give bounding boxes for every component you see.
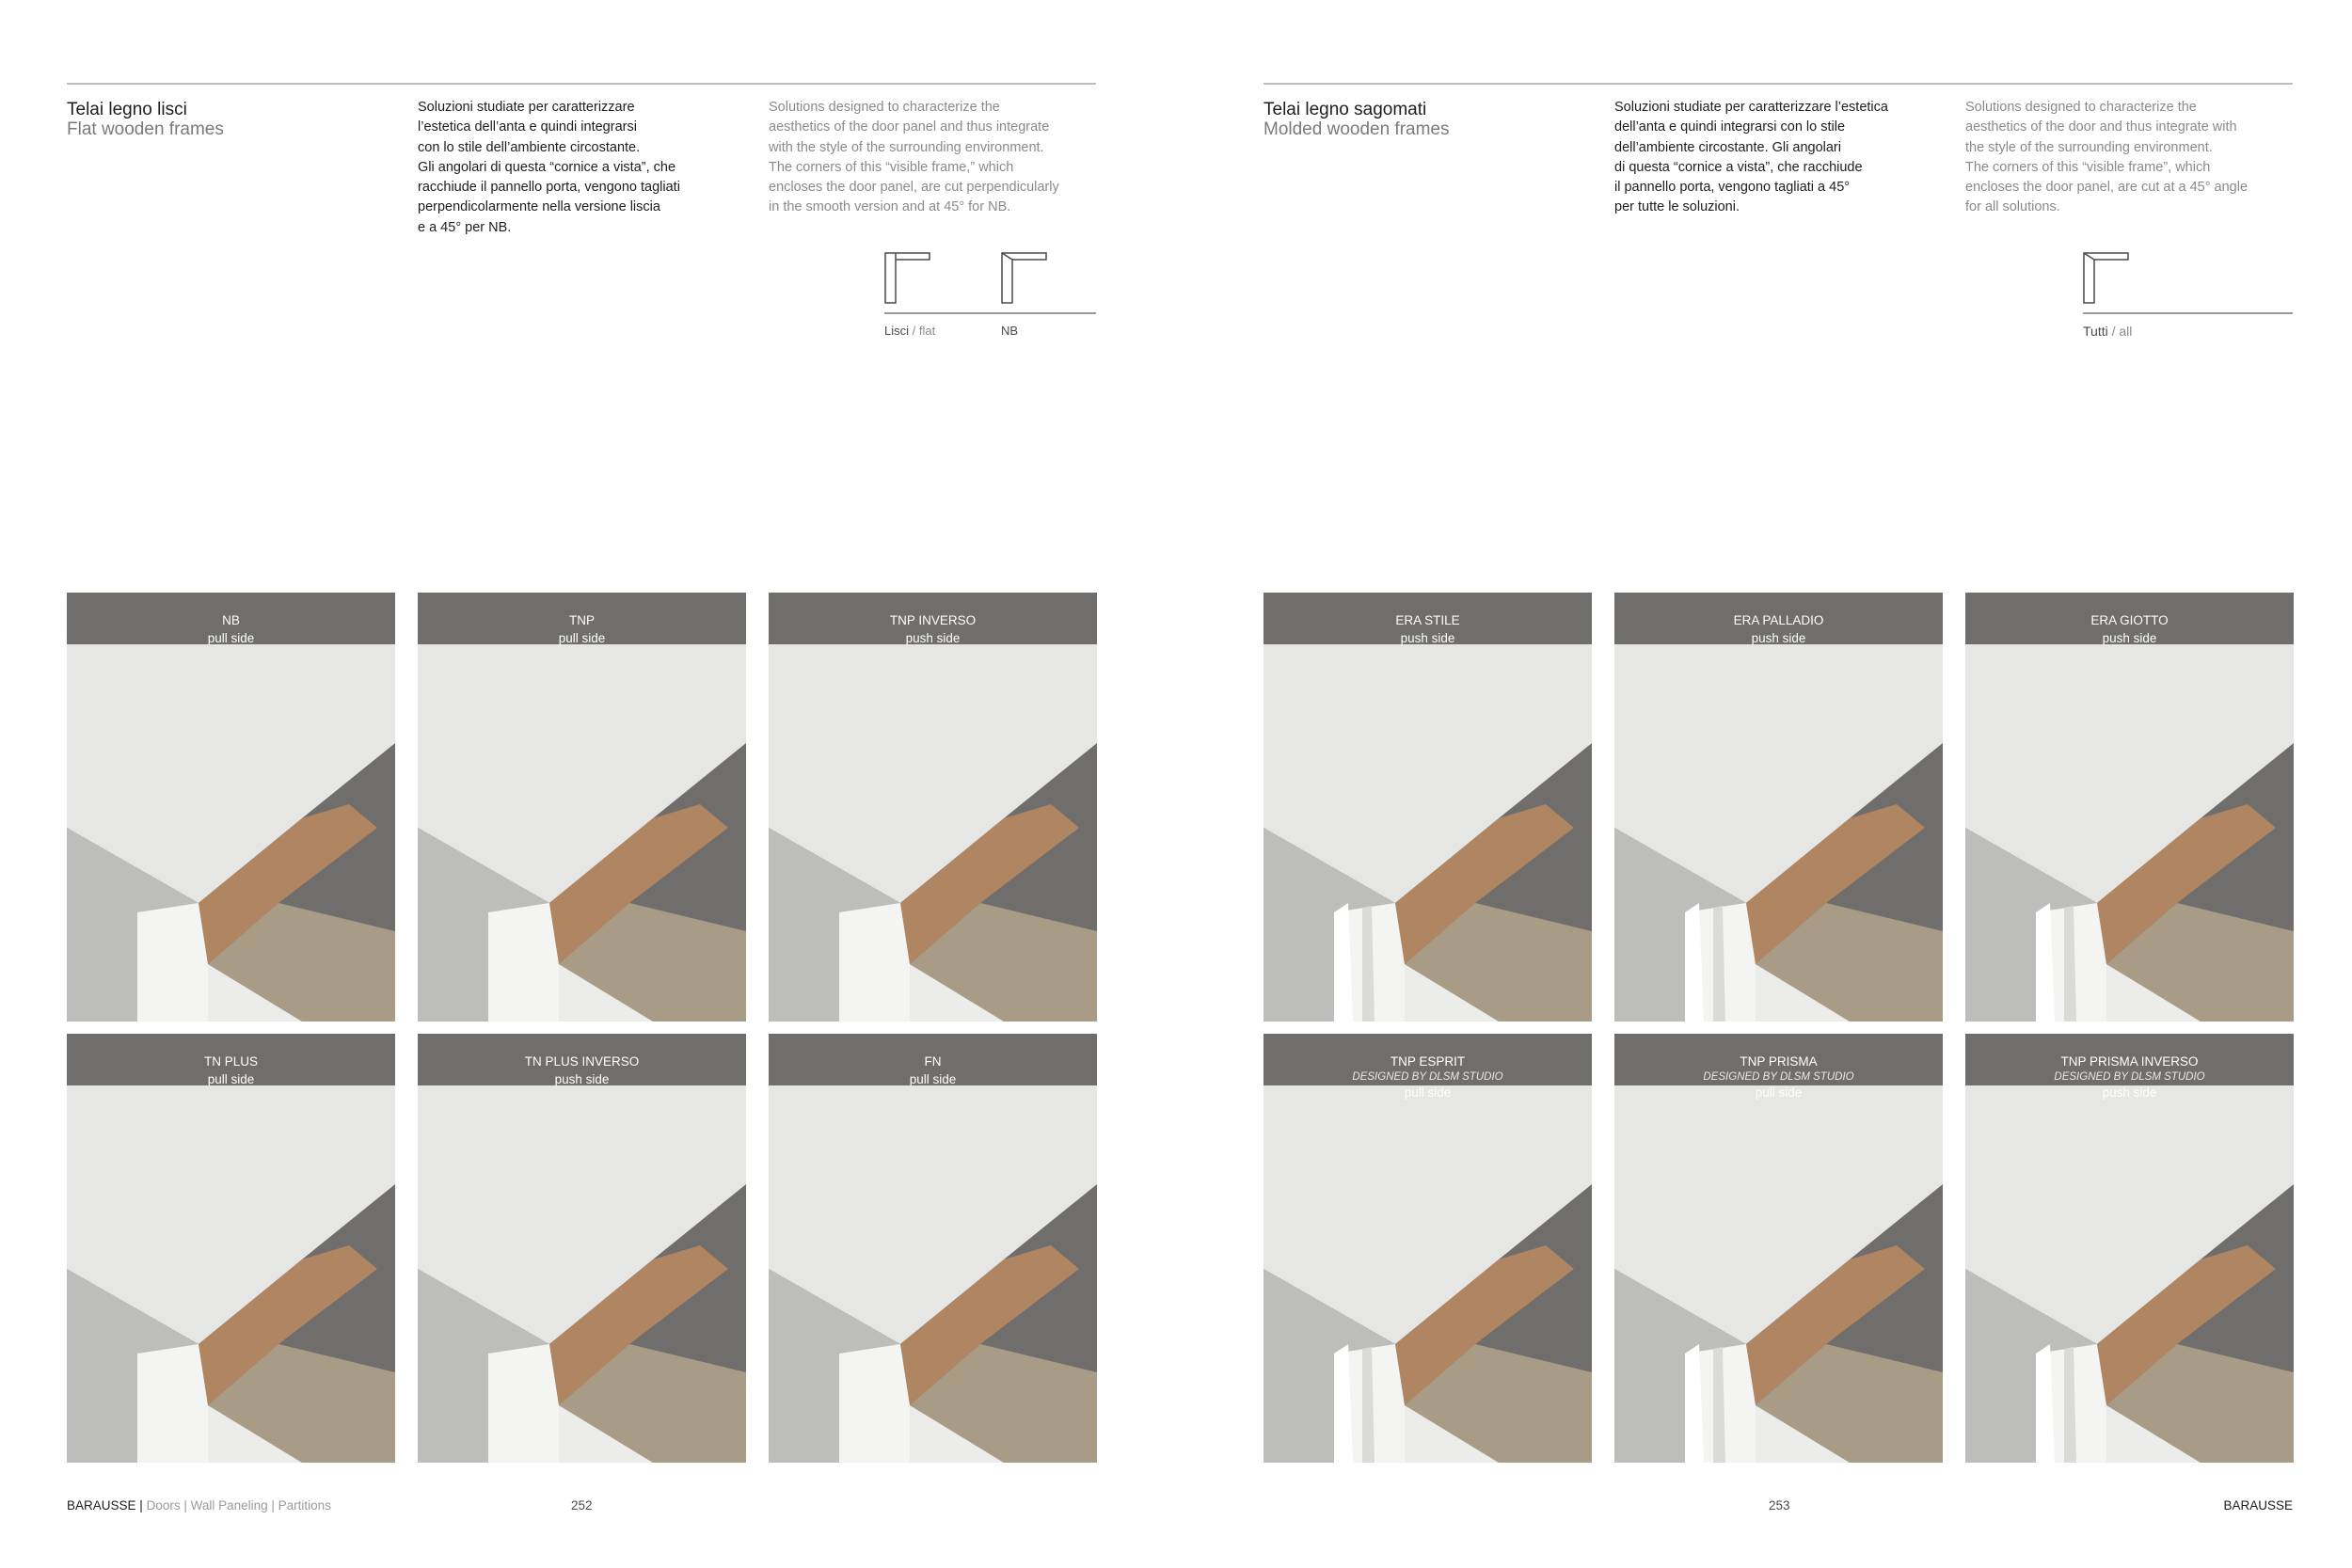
frame-face-left [839,1344,910,1463]
tile-caption [1965,1053,2294,1101]
frame-side: pull side [207,1072,255,1086]
frame-tile [1965,1034,2294,1463]
45-degree-corner-diagram [2083,252,2130,305]
frame-tile [1614,593,1943,1022]
frame-name: TNP PRISMA [1740,1054,1818,1069]
frame-render-image [1263,593,1592,1022]
frame-tile [67,593,395,1022]
right-page [1176,0,2352,1568]
page-number: 253 [1769,1498,1790,1513]
frame-tile [1614,1034,1943,1463]
frame-tile [1263,1034,1592,1463]
italian-description: Soluzioni studiate per caratterizzare l’estetica dell’anta e quindi integrarsi con lo stile dell’ambiente circostante. Gli angolari di questa “cornice a vista”, che racchiude il pannello porta, vengono tagliati perpendicolarmente nella versione liscia e a 45° per NB. [418,100,680,235]
english-description: Solutions designed to characterize the aesthetics of the door and thus integrate with the style of the surrounding environment. The corners of this “visible frame”, which encloses the door panel, are cut at a 45° angle for all solutions. [1965,100,2249,215]
frame-name: ERA GIOTTO [2090,613,2169,627]
all-diagram-label: Tutti / all [2083,324,2133,339]
section-title: Telai legno sagomati [1263,100,1427,119]
designer-credit: DESIGNED BY DLSM STUDIO [1703,1071,1854,1083]
section-subtitle: Flat wooden frames [67,119,224,139]
footer-brand: BARAUSSE [2223,1498,2293,1513]
tile-caption [1614,611,1943,647]
frame-name: ERA PALLADIO [1733,613,1824,627]
flat-corner-diagram [884,252,931,305]
frame-name: TNP PRISMA INVERSO [2060,1054,2199,1069]
frame-tile [769,1034,1097,1463]
frame-name: ERA STILE [1395,613,1460,627]
frame-name: TNP [569,613,595,627]
tile-caption [769,1053,1097,1088]
frame-side: pull side [909,1072,957,1086]
footer: BARAUSSE | Doors | Wall Paneling | Partitions [67,1498,331,1513]
nb-diagram-label: NB [1001,324,1019,338]
frame-tile [418,593,746,1022]
tile-caption [418,1053,746,1088]
frame-name: TNP ESPRIT [1390,1054,1466,1069]
designer-credit: DESIGNED BY DLSM STUDIO [2054,1071,2205,1083]
frame-side: push side [554,1072,610,1086]
frame-side: pull side [558,631,606,645]
frame-render-image [67,1034,395,1463]
frame-side: pull side [1755,1085,1803,1100]
top-rule [67,83,1096,85]
frame-name: TN PLUS [203,1054,258,1069]
diagram-rule [2083,312,2293,314]
tile-caption [1263,611,1592,647]
tile-caption [1965,611,2294,647]
section-title: Telai legno lisci [67,100,187,119]
designer-credit: DESIGNED BY DLSM STUDIO [1352,1071,1503,1083]
nb-corner-diagram [1001,252,1048,305]
footer-brand: BARAUSSE [67,1498,136,1513]
frame-render-image [769,1034,1097,1463]
tile-caption [67,1053,395,1088]
italian-description: Soluzioni studiate per caratterizzare l’estetica dell’anta e quindi integrarsi con lo stile dell’ambiente circostante. Gli angolari di questa “cornice a vista”, che racchiude il pannello porta, vengono tagliati a 45° per tutte le soluzioni. [1614,100,1888,215]
frame-render-image [67,593,395,1022]
diagram-rule [884,312,1096,314]
frame-name: NB [222,613,240,627]
frame-render-image [769,593,1097,1022]
frame-face-left [488,903,559,1022]
frame-render-image [418,593,746,1022]
frame-face-left [839,903,910,1022]
english-description: Solutions designed to characterize the aesthetics of the door panel and thus integrate with the style of the surrounding environment. The corners of this “visible frame,” which encloses the door panel, are cut perpendicularly in the smooth version and at 45° for NB. [769,100,1059,215]
frame-render-image [418,1034,746,1463]
frame-tile [1965,593,2294,1022]
frame-render-image [1965,593,2294,1022]
frame-name: TN PLUS INVERSO [524,1054,640,1069]
frame-side: push side [1751,631,1806,645]
frame-side: push side [905,631,961,645]
tile-caption [769,611,1097,647]
tile-caption [418,611,746,647]
frame-tile [67,1034,395,1463]
frame-name: TNP INVERSO [889,613,977,627]
frame-name: FN [924,1054,942,1069]
frame-side: push side [2102,631,2157,645]
section-subtitle: Molded wooden frames [1263,119,1450,139]
frame-tile [769,593,1097,1022]
flat-diagram-label: Lisci / flat [884,324,936,338]
tile-caption [67,611,395,647]
frame-side: pull side [1404,1085,1452,1100]
frame-side: push side [2102,1085,2157,1100]
frame-face-left [137,903,208,1022]
frame-tile [1263,593,1592,1022]
frame-tile [418,1034,746,1463]
frame-render-image [1614,593,1943,1022]
page-number: 252 [571,1498,593,1513]
frame-side: pull side [207,631,255,645]
frame-face-left [488,1344,559,1463]
footer-section: Doors | Wall Paneling | Partitions [146,1498,331,1513]
frame-side: push side [1400,631,1455,645]
frame-face-left [137,1344,208,1463]
top-rule [1263,83,2293,85]
tile-caption [1614,1053,1943,1101]
tile-caption [1263,1053,1592,1101]
